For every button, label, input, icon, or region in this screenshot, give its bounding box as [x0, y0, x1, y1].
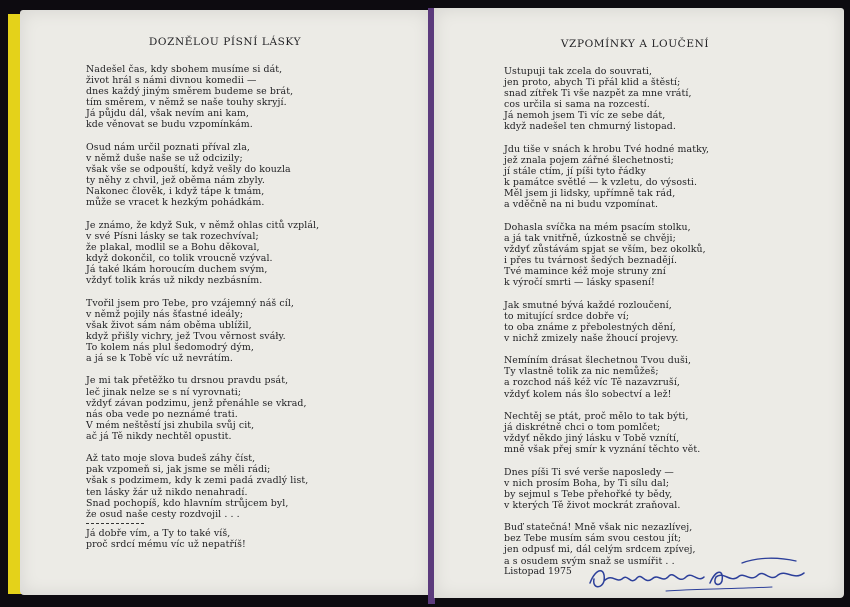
- poem-stanza: [504, 66, 709, 133]
- poem-line: mně však přej smír k vyznání těchto vět.: [504, 444, 701, 456]
- poem-line: když nadešel ten chmurný listopad.: [504, 121, 676, 133]
- poem-line: však život sám nám oběma ublížil,: [86, 319, 252, 331]
- poem-line: Snad pochopíš, kdo hlavním strůjcem byl,: [86, 497, 289, 509]
- poem-stanza: [504, 144, 709, 211]
- poem-line: k památce světlé — k vzletu, do výsosti.: [504, 177, 698, 189]
- poem-line: ten lásky žár už nikdo nenahradí.: [86, 486, 248, 498]
- poem-line: život hrál s námi divnou komedii —: [86, 75, 257, 87]
- poem-line: Nadešel čas, kdy sbohem musíme si dát,: [86, 64, 283, 75]
- poem-line: i přes tu tvárnost šedých beznadějí.: [504, 255, 678, 266]
- poem-line: když přišly vichry, jež Tvou věrnost sváły.: [86, 330, 286, 342]
- poem-line: když dokončil, co tolik vroucně vzýval.: [86, 253, 273, 264]
- poem-line: Osud nám určil poznati příval zla,: [86, 141, 250, 153]
- poem-line: však vše se odpouští, když vešly do kouzla: [86, 164, 291, 176]
- poem-line: Dnes píši Ti své verše naposledy —: [504, 466, 674, 478]
- poem-line: Ustupuji tak zcela do souvrati,: [504, 66, 653, 77]
- left-page-title: DOZNĚLOU PÍSNÍ LÁSKY: [148, 36, 302, 48]
- poem-line: v kterých Tě život mockrát zraňoval.: [504, 499, 681, 511]
- poem-line: vždyť tolik krás už nikdy nezbásním.: [86, 275, 263, 287]
- poem-line: cos určila si sama na rozcestí.: [504, 99, 650, 111]
- poem-line: tím směrem, v němž se naše touhy skryjí.: [86, 97, 287, 109]
- poem-line: jen proto, abych Ti přál klid a štěstí;: [504, 77, 681, 89]
- poem-line: to oba známe z přebolestných dění,: [504, 321, 676, 333]
- poem-line: Já také lkám horoucím duchem svým,: [86, 264, 268, 276]
- poem-line: v němž pojily nás šťastné ideály;: [86, 308, 244, 320]
- poem-line: jen odpusť mi, dál celým srdcem zpívej,: [504, 544, 696, 556]
- poem-line: To kolem nás plul šedomodrý dým,: [86, 341, 254, 353]
- poem-line: V mém neštěstí jsi zhubila svůj cit,: [86, 419, 255, 431]
- poem-stanza: [504, 222, 709, 289]
- poem-line: vždyť kolem nás šlo sobectví a lež!: [504, 388, 672, 400]
- right-page: [434, 8, 844, 598]
- poem-date: Listopad 1975: [504, 566, 572, 577]
- poem-stanza: [504, 467, 709, 511]
- poem-line: ač já Tě nikdy nechtěl opustit.: [86, 430, 232, 442]
- poem-line: Nemíním drásat šlechetnou Tvou duši,: [504, 355, 692, 367]
- poem-line: a vděčně na ni budu vzpomínat.: [504, 199, 659, 211]
- poem-line: bez Tebe musím sám svou cestou jít;: [504, 533, 682, 545]
- poem-line: by sejmul s Tebe přehořké ty bědy,: [504, 488, 673, 500]
- poem-line: Měl jsem ji lidsky, upřímně tak rád,: [504, 188, 676, 200]
- poem-line: Tvé mamince kéž moje struny zní: [504, 266, 666, 278]
- poem-line: že osud naše cesty rozdvojil . . .: [86, 508, 240, 520]
- poem-line: a já se k Tobě víc už nevrátím.: [86, 353, 233, 365]
- poem-line: já diskrétně chci o tom pomlčet;: [504, 422, 661, 434]
- poem-line: vždyť zůstávám spjat se vším, bez okolků,: [504, 243, 706, 255]
- poem-line: v němž duše naše se už odcizily;: [86, 152, 243, 164]
- poem-line: vždyť někdo jiný lásku v Tobě vznítí,: [504, 433, 680, 445]
- poem-line: že plakal, modlil se a Bohu děkoval,: [86, 241, 260, 253]
- poem-stanza: [504, 355, 709, 399]
- poem-stanza: [86, 220, 319, 287]
- poem-line: a rozchod náš kéž víc Tě nazavzruší,: [504, 377, 680, 389]
- poem-line: Já dobře vím, a Ty to také víš,: [86, 527, 231, 539]
- poem-line: Buď statečná! Mně však nic nezazlívej,: [504, 522, 693, 534]
- poem-line: Nechtěj se ptát, proč mělo to tak býti,: [504, 410, 689, 422]
- poem-line: kde věnovat se budu vzpomínkám.: [86, 119, 253, 131]
- poem-line: v své Písni lásky se tak rozechvíval;: [86, 230, 259, 242]
- poem-line: a já tak vnitřně, úzkostně se chvěji;: [504, 232, 676, 244]
- poem-stanza: [86, 375, 319, 442]
- poem-line: Je mi tak přetěžko tu drsnou pravdu psát,: [86, 375, 289, 387]
- poem-line: Dohasla svíčka na mém psacím stolku,: [504, 221, 691, 233]
- poem-line: jí stále ctím, jí píši tyto řádky: [504, 166, 646, 178]
- poem-line: Až tato moje slova budeš záhy číst,: [86, 453, 256, 465]
- left-page: [20, 10, 430, 595]
- poem-line: v nich prosím Boha, by Ti sílu dal;: [504, 477, 670, 489]
- poem-line: jež znala pojem zářné šlechetnosti;: [504, 154, 674, 166]
- poem-line: v nichž zmizely naše žhoucí projevy.: [504, 332, 679, 344]
- right-poem: [504, 66, 709, 578]
- poem-line: proč srdcí mému víc už nepatříš!: [86, 538, 246, 550]
- poem-stanza: [86, 64, 319, 131]
- poem-stanza: [504, 411, 709, 455]
- poem-line: může se vracet k hezkým pohádkám.: [86, 197, 265, 209]
- poem-stanza: [504, 300, 709, 344]
- poem-line: leč jinak nelze se s ní vyrovnati;: [86, 386, 242, 398]
- poem-stanza: [86, 453, 319, 520]
- handwritten-signature: [582, 553, 822, 597]
- poem-line: nás oba vede po neznámé trati.: [86, 408, 238, 420]
- left-poem: [86, 64, 319, 561]
- poem-line: ty něhy z chvil, jež oběma nám zbyly.: [86, 175, 265, 187]
- poem-stanza: [86, 528, 319, 550]
- poem-line: snad zítřek Ti vše nazpět za mne vrátí,: [504, 88, 692, 100]
- poem-line: dnes každý jiným směrem budeme se brát,: [86, 86, 294, 98]
- poem-line: Já půjdu dál, však nevím ani kam,: [86, 108, 249, 120]
- poem-line: pak vzpomeň si, jak jsme se měli rádi;: [86, 464, 271, 476]
- poem-line: Nakonec člověk, i když tápe k tmám,: [86, 186, 265, 198]
- poem-line: Je známo, že když Suk, v němž ohlas citů vzplál,: [86, 219, 320, 231]
- poem-line: a s osudem svým snaž se usmířit . .: [504, 555, 675, 567]
- poem-line: Tvořil jsem pro Tebe, pro vzájemný náš cíl,: [86, 297, 295, 309]
- poem-line: však s podzimem, kdy k zemi padá zvadlý list,: [86, 475, 309, 487]
- stanza-divider: [86, 523, 144, 524]
- right-page-title: VZPOMÍNKY A LOUČENÍ: [560, 38, 710, 50]
- poem-line: Já nemoh jsem Ti víc ze sebe dát,: [504, 110, 666, 122]
- poem-stanza: [86, 142, 319, 209]
- poem-line: Jak smutné bývá každé rozloučení,: [504, 299, 672, 311]
- poem-line: k výročí smrti — lásky spasení!: [504, 277, 655, 289]
- poem-stanza: [86, 298, 319, 365]
- poem-line: to mitující srdce dobře ví;: [504, 310, 630, 322]
- poem-line: Jdu tiše v snách k hrobu Tvé hodné matky,: [504, 143, 710, 155]
- poem-line: Ty vlastně tolik za nic nemůžeš;: [504, 366, 659, 378]
- poem-line: vždyť závan podzimu, jenž přenáhle se vkrad,: [86, 397, 307, 409]
